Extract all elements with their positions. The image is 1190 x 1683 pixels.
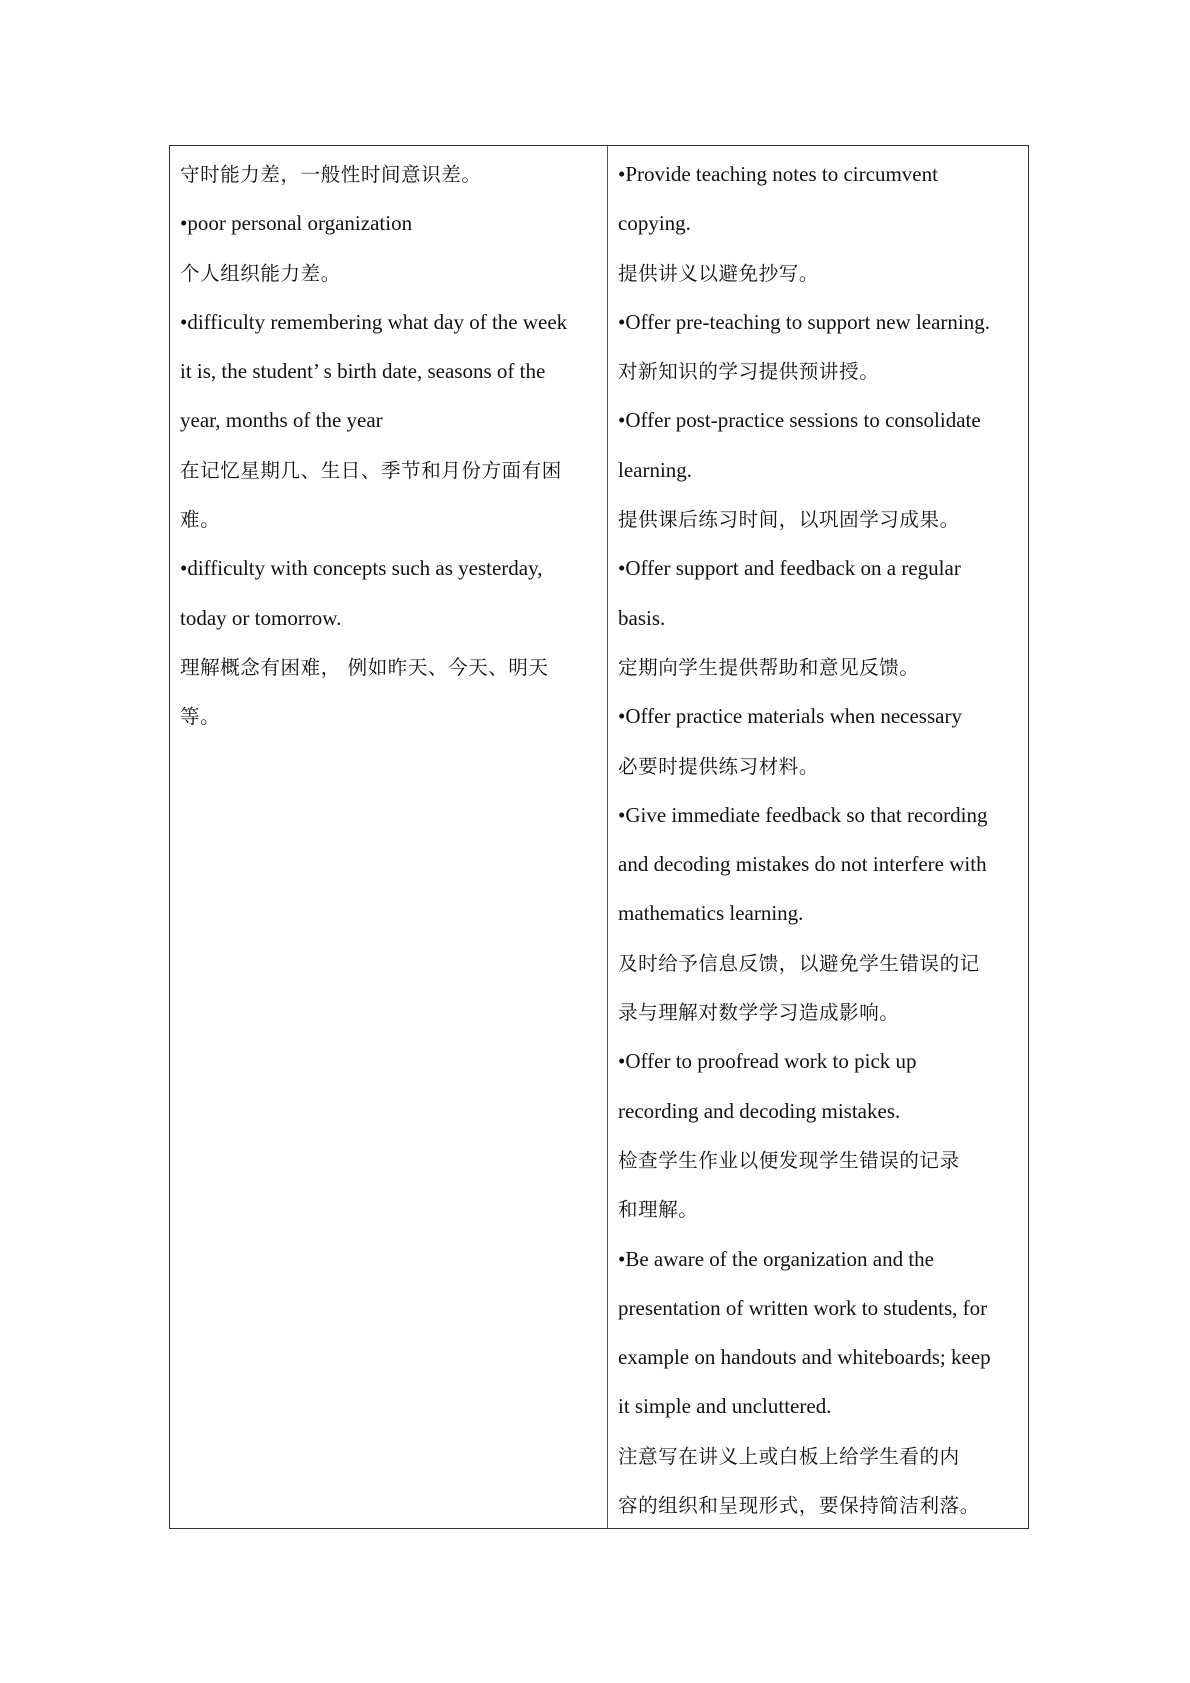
english-text-line: •Provide teaching notes to circumvent [618, 162, 938, 186]
chinese-text-line: 必要时提供练习材料。 [618, 754, 820, 778]
english-text-line: •Be aware of the organization and the [618, 1246, 935, 1271]
english-text-line: •Offer post-practice sessions to consolidate [618, 408, 981, 433]
english-text-line: it simple and uncluttered. [618, 1394, 832, 1419]
strategies-column [608, 146, 1028, 1528]
chinese-text-line: 理解概念有困难， 例如昨天、今天、明天 [180, 655, 549, 679]
english-text-line: today or tomorrow. [180, 605, 342, 630]
chinese-text-line: 容的组织和呈现形式，要保持简洁利落。 [618, 1494, 980, 1518]
chinese-text-line: 守时能力差，一般性时间意识差。 [180, 163, 482, 186]
chinese-text-line: 个人组织能力差。 [180, 261, 341, 285]
chinese-text-line: 及时给予信息反馈，以避免学生错误的记 [618, 951, 980, 975]
english-text-line: •Offer pre-teaching to support new learning. [618, 309, 991, 334]
english-text-line: and decoding mistakes do not interfere with [618, 852, 987, 877]
difficulties-column [170, 146, 608, 1528]
english-text-line: •Offer to proofread work to pick up [618, 1049, 917, 1074]
chinese-text-line: 在记忆星期几、生日、季节和月份方面有困 [180, 458, 562, 482]
chinese-text-line: 和理解。 [618, 1198, 699, 1222]
english-text-line: recording and decoding mistakes. [618, 1098, 901, 1123]
english-text-line: learning. [618, 457, 693, 482]
chinese-text-line: 难。 [180, 508, 221, 532]
english-text-line: basis. [618, 605, 666, 630]
english-text-line: •poor personal organization [180, 211, 413, 236]
english-text-line: •difficulty remembering what day of the week [180, 309, 568, 334]
english-text-line: it is, the student’ s birth date, seasons of the [180, 359, 546, 384]
english-text-line: presentation of written work to students, for [618, 1295, 988, 1320]
english-text-line: mathematics learning. [618, 901, 804, 926]
content-table [169, 145, 1029, 1529]
chinese-text-line: 等。 [180, 705, 221, 729]
chinese-text-line: 提供课后练习时间，以巩固学习成果。 [618, 508, 960, 532]
chinese-text-line: 定期向学生提供帮助和意见反馈。 [618, 655, 920, 679]
english-text-line: example on handouts and whiteboards; keep [618, 1345, 991, 1370]
english-text-line: •Offer support and feedback on a regular [618, 556, 961, 581]
english-text-line: •difficulty with concepts such as yesterday, [180, 556, 543, 581]
chinese-text-line: 注意写在讲义上或白板上给学生看的内 [618, 1444, 960, 1468]
english-text-line: copying. [618, 211, 691, 236]
chinese-text-line: 录与理解对数学学习造成影响。 [618, 1001, 900, 1025]
chinese-text-line: 对新知识的学习提供预讲授。 [618, 360, 880, 384]
chinese-text-line: 提供讲义以避免抄写。 [618, 261, 820, 285]
english-text-line: •Offer practice materials when necessary [618, 704, 962, 729]
english-text-line: •Give immediate feedback so that recording [618, 802, 988, 827]
english-text-line: year, months of the year [180, 408, 383, 433]
chinese-text-line: 检查学生作业以便发现学生错误的记录 [618, 1148, 960, 1172]
